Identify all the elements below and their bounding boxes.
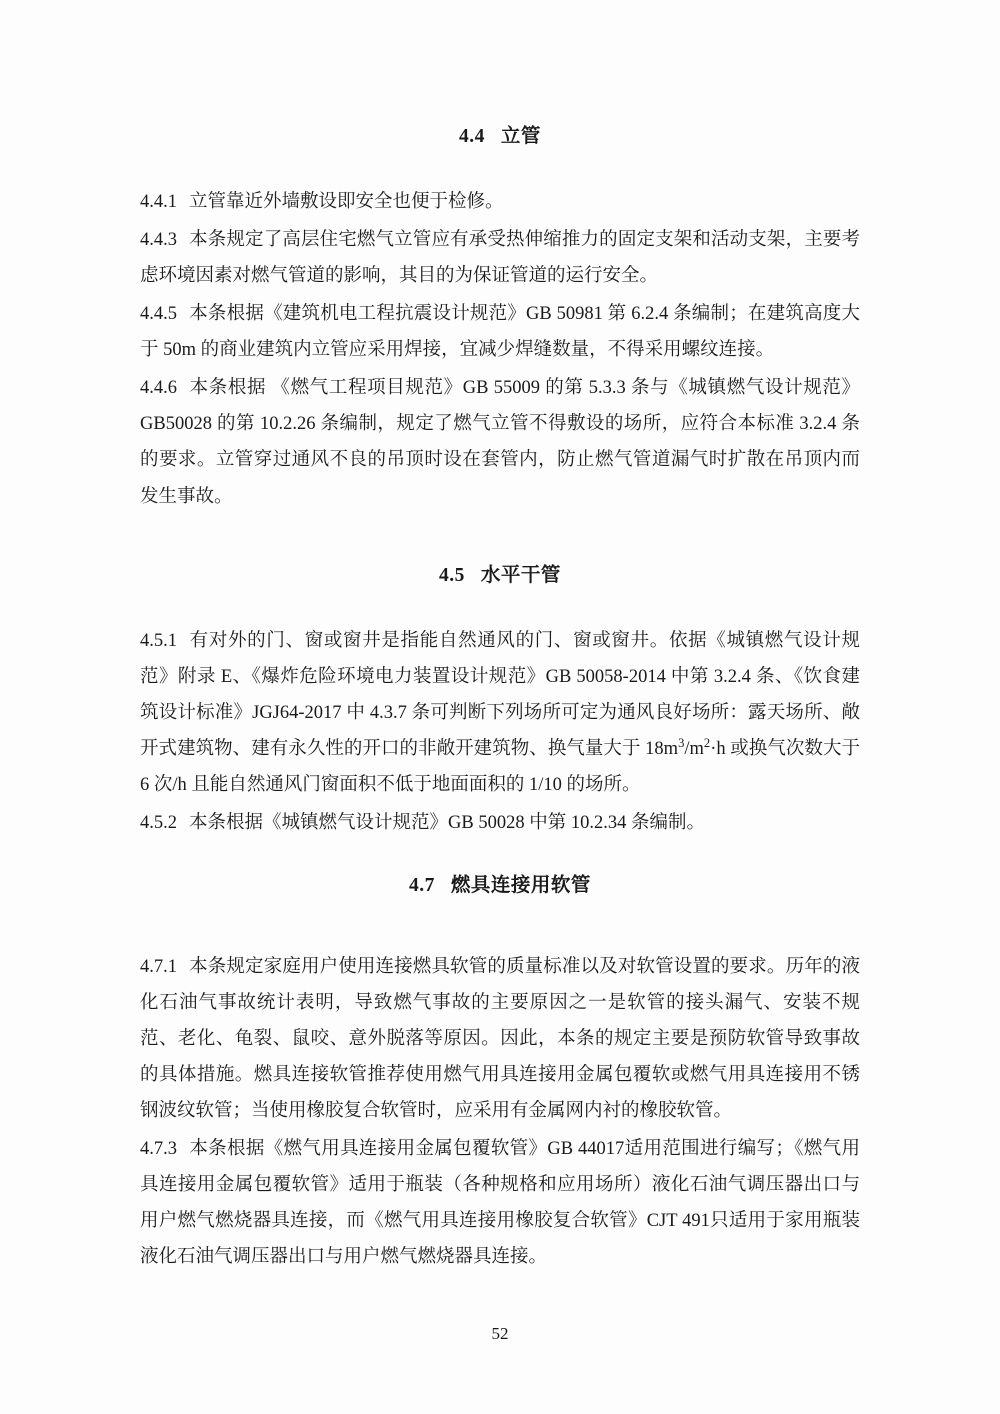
paragraph-label: 4.4.6	[140, 378, 177, 399]
section-heading-4-5	[140, 559, 860, 587]
paragraph-4-4-1	[140, 184, 860, 220]
section-heading-4-4	[140, 120, 860, 148]
paragraph-label: 4.4.1	[140, 192, 177, 212]
paragraph-text-part1: 有对外的门、窗或窗井是指能自然通风的门、窗或窗井。依据《城镇燃气设计规范》附录 E、《爆炸危险环境电力装置设计规范》GB 50058-2014 中第 3.2.4 条、《饮食建筑设计标准》JGJ64-2017 中 4.3.7 条可判断下列场所可定为通风良好场所：露天场所、敞开式建筑物、建有永久性的开口的非敞开建筑物、换气量大于 18m	[140, 630, 860, 759]
paragraph-4-5-2	[140, 805, 860, 841]
paragraph-label: 4.4.5	[140, 304, 177, 325]
paragraph-4-4-6	[140, 370, 860, 514]
section-title: 水平干管	[480, 564, 561, 586]
section-number: 4.7	[409, 874, 435, 896]
paragraph-text-mid: /m	[684, 738, 704, 759]
section-title: 立管	[500, 126, 541, 147]
paragraph-text: 本条规定家庭用户使用连接燃具软管的质量标准以及对软管设置的要求。历年的液化石油气事故统计表明，导致燃气事故的主要原因之一是软管的接头漏气、安装不规范、老化、龟裂、鼠咬、意外脱落等原因。因此，本条的规定主要是预防软管导致事故的具体措施。燃具连接软管推荐使用燃气用具连接用金属包覆软或燃气用具连接用不锈钢波纹软管；当使用橡胶复合软管时，应采用有金属网内衬的橡胶软管。	[140, 956, 860, 1122]
paragraph-label: 4.7.3	[140, 1139, 177, 1160]
paragraph-4-5-1	[140, 623, 860, 803]
paragraph-text: 本条规定了高层住宅燃气立管应有承受热伸缩推力的固定支架和活动支架，主要考虑环境因素对燃气管道的影响，其目的为保证管道的运行安全。	[140, 230, 860, 287]
paragraph-text: 本条根据《建筑机电工程抗震设计规范》GB 50981 第 6.2.4 条编制；在建筑高度大于 50m 的商业建筑内立管应采用焊接，宜减少焊缝数量，不得采用螺纹连接。	[140, 304, 860, 361]
paragraph-text: 本条根据《城镇燃气设计规范》GB 50028 中第 10.2.34 条编制。	[189, 812, 705, 833]
superscript-exponent-3: 3	[678, 735, 685, 750]
paragraph-4-4-3	[140, 222, 860, 294]
section-heading-4-7	[140, 869, 860, 897]
paragraph-text: 本条根据 《燃气工程项目规范》GB 55009 的第 5.3.3 条与《城镇燃气设计规范》GB50028 的第 10.2.26 条编制，规定了燃气立管不得敷设的场所，应符合本标准 3.2.4 条的要求。立管穿过通风不良的吊顶时设在套管内，防止燃气管道漏气时扩散在吊顶内而发生事故。	[140, 378, 860, 507]
superscript-exponent-2: 2	[703, 735, 711, 750]
paragraph-4-7-3	[140, 1131, 860, 1275]
section-title: 燃具连接用软管	[450, 874, 591, 896]
paragraph-text: 本条根据《燃气用具连接用金属包覆软管》GB 44017适用范围进行编写；《燃气用具连接用金属包覆软管》适用于瓶装（各种规格和应用场所）液化石油气调压器出口与用户燃气燃烧器具连接，而《燃气用具连接用橡胶复合软管》CJT 491只适用于家用瓶装液化石油气调压器出口与用户燃气燃烧器具连接。	[140, 1139, 860, 1268]
paragraph-text: 立管靠近外墙敷设即安全也便于检修。	[189, 192, 504, 212]
paragraph-4-7-1	[140, 949, 860, 1129]
paragraph-label: 4.5.1	[140, 630, 177, 651]
page-number: 52	[491, 1324, 509, 1343]
paragraph-label: 4.7.1	[140, 956, 177, 977]
paragraph-label: 4.4.3	[140, 230, 177, 251]
section-number: 4.4	[459, 126, 485, 147]
paragraph-4-4-5	[140, 296, 860, 368]
paragraph-text-part2: ·h 或换气次数大于 6 次/h 且能自然通风门窗面积不低于地面面积的 1/10 的场所。	[140, 738, 860, 795]
section-number: 4.5	[439, 564, 465, 586]
paragraph-label: 4.5.2	[140, 812, 177, 833]
